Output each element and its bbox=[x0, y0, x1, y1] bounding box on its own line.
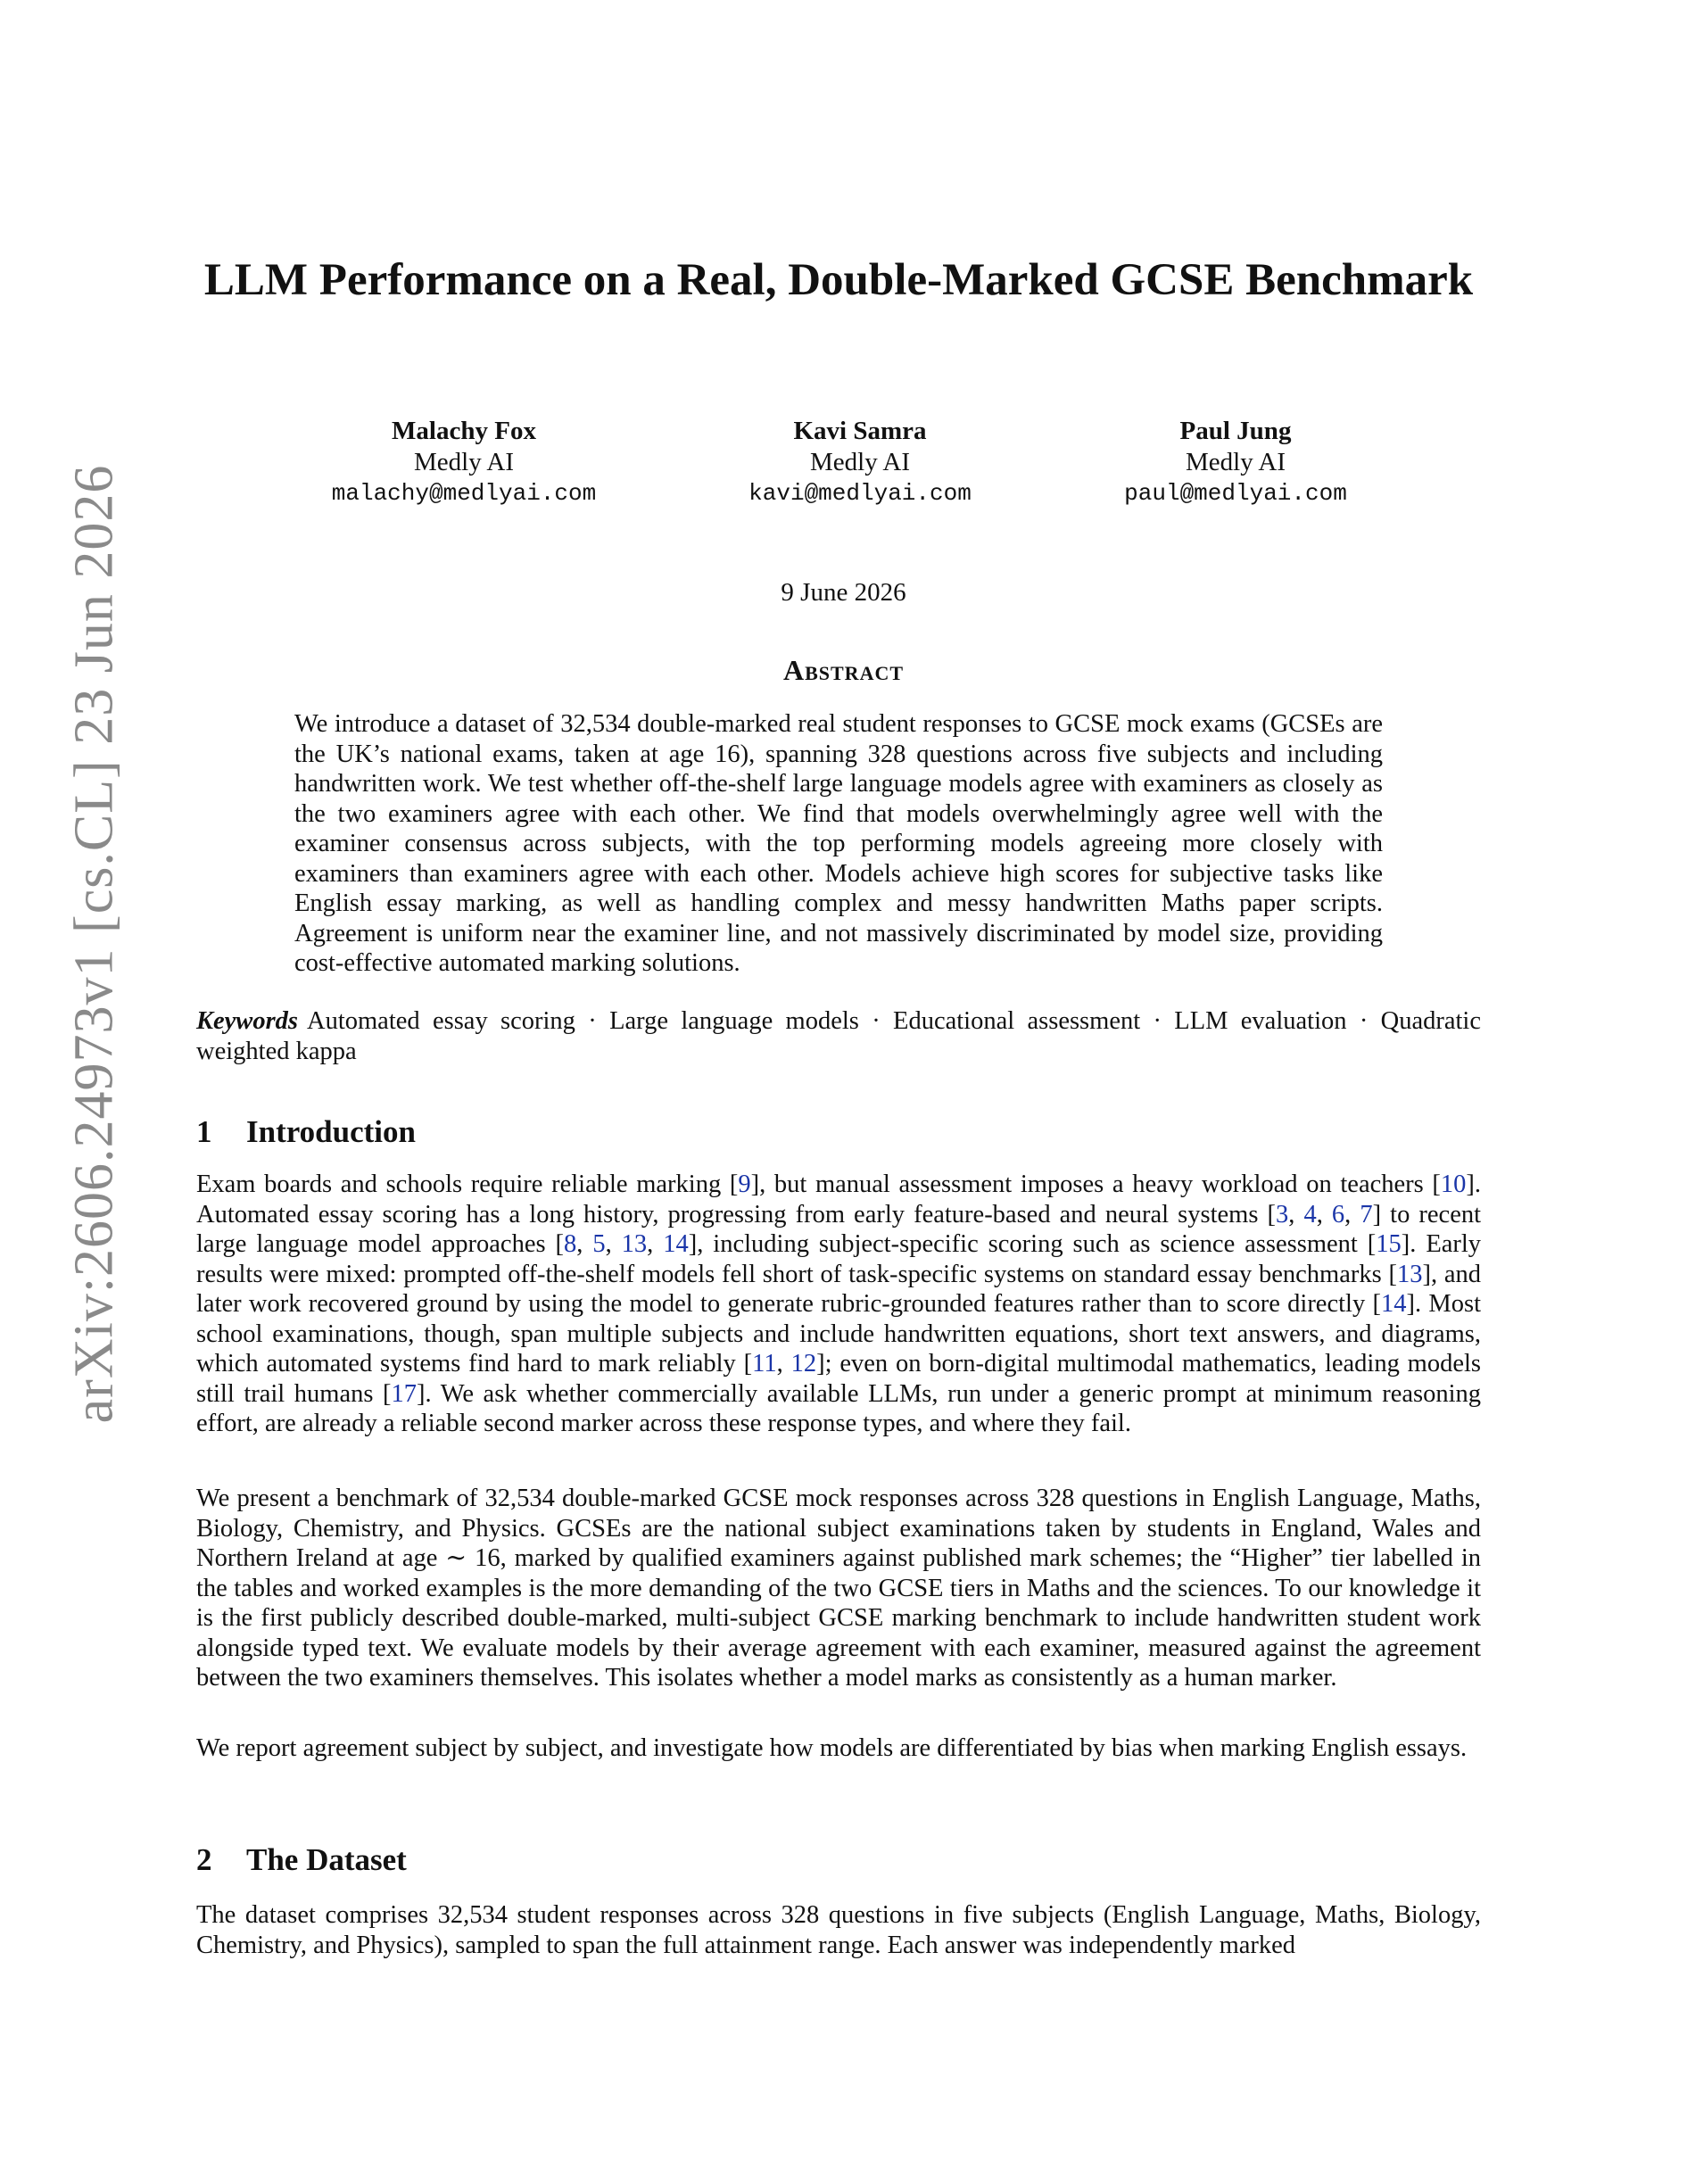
paper-title: LLM Performance on a Real, Double-Marked GCSE Benchmark bbox=[203, 255, 1474, 305]
author-email: kavi@medlyai.com bbox=[748, 480, 972, 507]
abstract-text: We introduce a dataset of 32,534 double-marked real student responses to GCSE mock exams (GCSEs are the UK’s national exams, taken at age 16), spanning 328 questions across five subjects and including handwritten work. We test whether off-the-shelf large language models agree with examiners as closely as the two examiners agree with each other. We find that models overwhelmingly agree well with the examiner consensus across subjects, with the top performing models agreeing more closely with examiners than examiners agree with each other. Models achieve high scores for subjective tasks like English essay marking, as well as handling complex and messy handwritten Maths paper scripts. Agreement is uniform near the examiner line, and not massively discriminated by model size, providing cost-effective automated marking solutions. bbox=[294, 710, 1383, 977]
author-name: Paul Jung bbox=[1179, 417, 1292, 445]
publication-date: 9 June 2026 bbox=[781, 578, 906, 607]
citation-link[interactable]: 14 bbox=[1380, 1290, 1407, 1318]
author-name: Kavi Samra bbox=[793, 417, 927, 445]
citation-link[interactable]: 14 bbox=[663, 1230, 689, 1258]
citation-link[interactable]: 6 bbox=[1331, 1200, 1345, 1228]
author-affiliation: Medly AI bbox=[1186, 448, 1286, 476]
section-heading-dataset bbox=[196, 1842, 1481, 1878]
citation-link[interactable]: 4 bbox=[1303, 1200, 1317, 1228]
keywords-label: Keywords bbox=[196, 1007, 298, 1035]
arxiv-identifier-stamp: arXiv:2606.24973v1 [cs.CL] 23 Jun 2026 bbox=[63, 464, 125, 1424]
section-number: 1 bbox=[196, 1114, 212, 1149]
citation-link[interactable]: 10 bbox=[1440, 1171, 1467, 1198]
section-title: Introduction bbox=[246, 1114, 416, 1149]
author-1 bbox=[277, 416, 651, 509]
citation-link[interactable]: 8 bbox=[564, 1230, 577, 1258]
intro-paragraph-3: We report agreement subject by subject, and investigate how models are differentiated by bias when marking English essays. bbox=[196, 1734, 1468, 1762]
intro-paragraph-1: Exam boards and schools require reliable marking [9], but manual assessment imposes a heavy workload on teachers [10]. Automated essay scoring has a long history, progressing from early feature-based and neural systems [3, 4, 6, 7] to recent large language model approaches [8, 5, 13, 14], including subject-specific scoring such as science assessment [15]. Early results were mixed: prompted off-the-shelf models fell short of task-specific systems on standard essay benchmarks [13], and later work recovered ground by using the model to generate rubric-grounded features rather than to score directly [14]. Most school examinations, though, span multiple subjects and include handwritten equations, short text answers, and diagrams, which automated systems find hard to mark reliably [11, 12]; even on born-digital multimodal mathematics, leading models still trail humans [17]. We ask whether commercially available LLMs, run under a generic prompt at minimum reasoning effort, are already a reliable second marker across these response types, and where they fail. bbox=[196, 1171, 1482, 1437]
citation-link[interactable]: 3 bbox=[1275, 1200, 1289, 1228]
citation-link[interactable]: 9 bbox=[738, 1171, 751, 1198]
author-affiliation: Medly AI bbox=[414, 448, 514, 476]
keywords-list: Automated essay scoring · Large language models · Educational assessment · LLM evaluation · Quadratic weighted kappa bbox=[196, 1007, 1481, 1065]
citation-link[interactable]: 12 bbox=[790, 1350, 817, 1377]
keywords-line bbox=[196, 1006, 1481, 1066]
author-email: malachy@medlyai.com bbox=[331, 480, 597, 507]
citation-link[interactable]: 7 bbox=[1360, 1200, 1373, 1228]
citation-link[interactable]: 11 bbox=[752, 1350, 777, 1377]
citation-link[interactable]: 13 bbox=[1396, 1260, 1423, 1288]
citation-link[interactable]: 5 bbox=[592, 1230, 606, 1258]
section-heading-introduction bbox=[196, 1114, 1481, 1150]
author-3 bbox=[1048, 416, 1423, 509]
author-2 bbox=[673, 416, 1047, 509]
citation-link[interactable]: 15 bbox=[1376, 1230, 1402, 1258]
section-title: The Dataset bbox=[246, 1842, 407, 1877]
author-email: paul@medlyai.com bbox=[1124, 480, 1347, 507]
citation-link[interactable]: 13 bbox=[621, 1230, 648, 1258]
intro-paragraph-2: We present a benchmark of 32,534 double-marked GCSE mock responses across 328 questions in English Language, Maths, Biology, Chemistry, and Physics. GCSEs are the national subject examinations taken by students in England, Wales and Northern Ireland at age ∼ 16, marked by qualified examiners against published mark schemes; the “Higher” tier labelled in the tables and worked examples is the more demanding of the two GCSE tiers in Maths and the sciences. To our knowledge it is the first publicly described double-marked, multi-subject GCSE marking benchmark to include handwritten student work alongside typed text. We evaluate models by their average agreement with each examiner, measured against the agreement between the two examiners themselves. This isolates whether a model marks as consistently as a human marker. bbox=[196, 1485, 1481, 1692]
dataset-paragraph-1: The dataset comprises 32,534 student responses across 328 questions in five subjects (English Language, Maths, Biology, Chemistry, and Physics), sampled to span the full attainment range. Each answer was independently marked bbox=[196, 1901, 1481, 1959]
author-affiliation: Medly AI bbox=[810, 448, 910, 476]
author-name: Malachy Fox bbox=[392, 417, 536, 445]
abstract-heading: Abstract bbox=[782, 654, 905, 686]
citation-link[interactable]: 17 bbox=[391, 1379, 418, 1408]
section-number: 2 bbox=[196, 1842, 212, 1877]
